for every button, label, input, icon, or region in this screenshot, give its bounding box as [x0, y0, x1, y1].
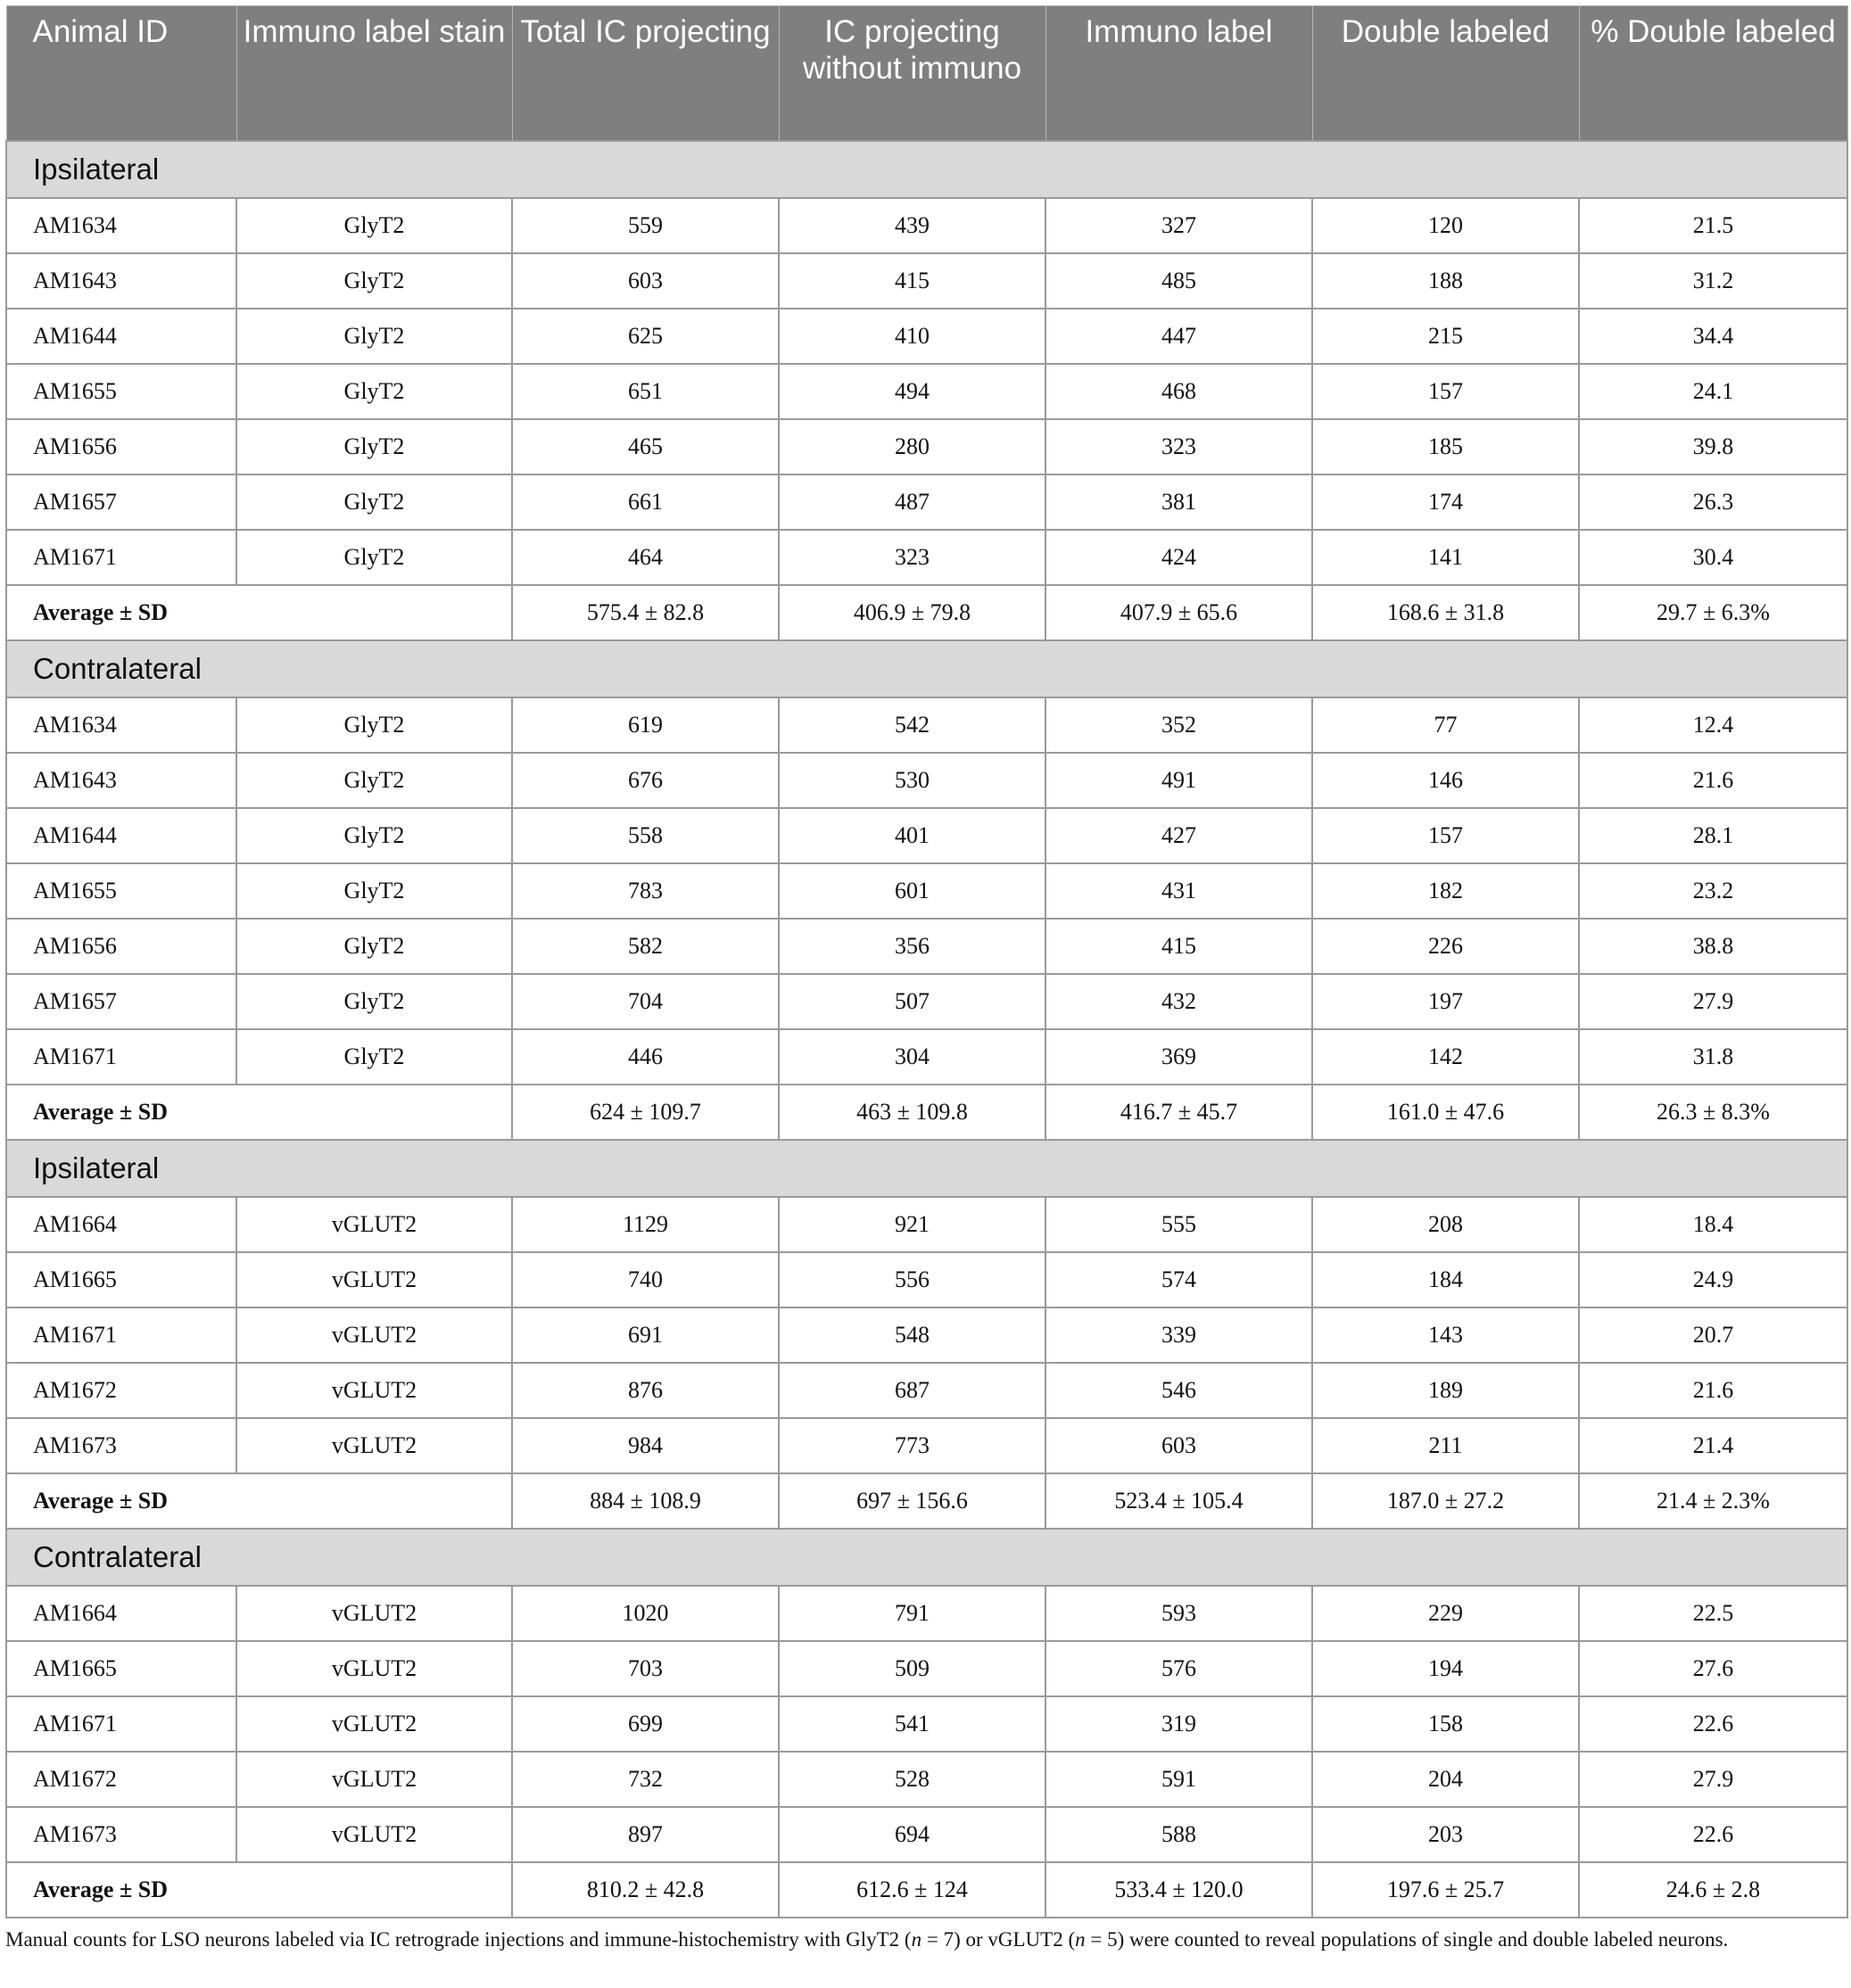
- table-row: [6, 1641, 1847, 1696]
- table-cell: 559: [512, 198, 779, 253]
- table-cell: 588: [1045, 1807, 1312, 1862]
- table-cell: 528: [779, 1752, 1045, 1807]
- table-cell: vGLUT2: [236, 1696, 512, 1752]
- average-cell: 463 ± 109.8: [779, 1085, 1045, 1140]
- average-cell: 161.0 ± 47.6: [1312, 1085, 1579, 1140]
- section-row: [6, 640, 1847, 697]
- table-cell: AM1672: [6, 1363, 236, 1418]
- table-cell: 1129: [512, 1197, 779, 1252]
- table-cell: AM1665: [6, 1641, 236, 1696]
- table-cell: GlyT2: [236, 530, 512, 585]
- average-label: Average ± SD: [6, 1085, 512, 1140]
- table-cell: 530: [779, 753, 1045, 808]
- table-cell: AM1655: [6, 863, 236, 919]
- table-cell: AM1643: [6, 253, 236, 309]
- table-cell: 509: [779, 1641, 1045, 1696]
- table-cell: 182: [1312, 863, 1579, 919]
- table-row: [6, 198, 1847, 253]
- average-label: Average ± SD: [6, 585, 512, 640]
- table-cell: 732: [512, 1752, 779, 1807]
- table-footnote: Manual counts for LSO neurons labeled via IC retrograde injections and immune-histochemistry with GlyT2 (n = 7) or vGLUT2 (n = 5) were counted to reveal populations of single and double labeled neurons.: [5, 1928, 1729, 1951]
- average-cell: 21.4 ± 2.3%: [1579, 1473, 1847, 1529]
- table-cell: 21.6: [1579, 753, 1847, 808]
- table-row: [6, 1307, 1847, 1363]
- table-cell: 783: [512, 863, 779, 919]
- table-cell: 487: [779, 474, 1045, 530]
- table-cell: 468: [1045, 364, 1312, 419]
- table-container: [5, 5, 1847, 1918]
- table-cell: GlyT2: [236, 364, 512, 419]
- table-cell: vGLUT2: [236, 1363, 512, 1418]
- table-cell: 432: [1045, 974, 1312, 1029]
- table-cell: 184: [1312, 1252, 1579, 1307]
- table-cell: 619: [512, 697, 779, 753]
- table-row: [6, 808, 1847, 863]
- section-row: [6, 1140, 1847, 1197]
- table-cell: 28.1: [1579, 808, 1847, 863]
- table-cell: vGLUT2: [236, 1307, 512, 1363]
- table-cell: 439: [779, 198, 1045, 253]
- average-label: Average ± SD: [6, 1473, 512, 1529]
- table-cell: AM1664: [6, 1586, 236, 1641]
- average-cell: 26.3 ± 8.3%: [1579, 1085, 1847, 1140]
- table-cell: 194: [1312, 1641, 1579, 1696]
- data-table: [5, 5, 1848, 1918]
- average-cell: 24.6 ± 2.8: [1579, 1862, 1847, 1918]
- table-cell: 548: [779, 1307, 1045, 1363]
- table-cell: 464: [512, 530, 779, 585]
- table-cell: 174: [1312, 474, 1579, 530]
- table-cell: 687: [779, 1363, 1045, 1418]
- table-cell: 369: [1045, 1029, 1312, 1085]
- section-label: Contralateral: [6, 640, 1847, 697]
- table-cell: 12.4: [1579, 697, 1847, 753]
- col-header-percent-double: % Double labeled: [1579, 6, 1847, 142]
- table-cell: vGLUT2: [236, 1252, 512, 1307]
- average-row: [6, 1473, 1847, 1529]
- table-cell: 410: [779, 309, 1045, 364]
- table-cell: AM1657: [6, 974, 236, 1029]
- table-cell: 984: [512, 1418, 779, 1473]
- table-cell: GlyT2: [236, 808, 512, 863]
- table-cell: AM1656: [6, 419, 236, 474]
- table-cell: 591: [1045, 1752, 1312, 1807]
- table-cell: 22.5: [1579, 1586, 1847, 1641]
- table-cell: 556: [779, 1252, 1045, 1307]
- table-row: [6, 697, 1847, 753]
- table-cell: 143: [1312, 1307, 1579, 1363]
- table-cell: 21.5: [1579, 198, 1847, 253]
- table-cell: 157: [1312, 808, 1579, 863]
- table-row: [6, 1696, 1847, 1752]
- table-row: [6, 530, 1847, 585]
- table-cell: 485: [1045, 253, 1312, 309]
- table-cell: GlyT2: [236, 1029, 512, 1085]
- table-cell: 185: [1312, 419, 1579, 474]
- table-cell: AM1655: [6, 364, 236, 419]
- table-cell: 280: [779, 419, 1045, 474]
- table-cell: 401: [779, 808, 1045, 863]
- table-cell: 39.8: [1579, 419, 1847, 474]
- table-cell: 20.7: [1579, 1307, 1847, 1363]
- table-cell: GlyT2: [236, 863, 512, 919]
- table-cell: 23.2: [1579, 863, 1847, 919]
- table-cell: 876: [512, 1363, 779, 1418]
- average-cell: 197.6 ± 25.7: [1312, 1862, 1579, 1918]
- col-header-immuno-stain: Immuno label stain: [236, 6, 512, 142]
- table-cell: GlyT2: [236, 309, 512, 364]
- average-cell: 407.9 ± 65.6: [1045, 585, 1312, 640]
- table-row: [6, 1586, 1847, 1641]
- table-cell: 203: [1312, 1807, 1579, 1862]
- table-cell: 21.4: [1579, 1418, 1847, 1473]
- table-cell: GlyT2: [236, 974, 512, 1029]
- table-cell: 31.2: [1579, 253, 1847, 309]
- average-row: [6, 1862, 1847, 1918]
- table-cell: AM1644: [6, 808, 236, 863]
- table-cell: 22.6: [1579, 1807, 1847, 1862]
- table-cell: 327: [1045, 198, 1312, 253]
- table-cell: 211: [1312, 1418, 1579, 1473]
- section-label: Ipsilateral: [6, 141, 1847, 198]
- table-cell: AM1656: [6, 919, 236, 974]
- table-cell: 208: [1312, 1197, 1579, 1252]
- table-cell: vGLUT2: [236, 1418, 512, 1473]
- table-cell: 120: [1312, 198, 1579, 253]
- table-cell: 27.6: [1579, 1641, 1847, 1696]
- table-cell: 323: [779, 530, 1045, 585]
- table-cell: 507: [779, 974, 1045, 1029]
- table-cell: 188: [1312, 253, 1579, 309]
- table-cell: 304: [779, 1029, 1045, 1085]
- table-cell: 791: [779, 1586, 1045, 1641]
- table-cell: 319: [1045, 1696, 1312, 1752]
- table-cell: 704: [512, 974, 779, 1029]
- table-cell: AM1671: [6, 1307, 236, 1363]
- table-cell: AM1673: [6, 1418, 236, 1473]
- table-cell: AM1643: [6, 753, 236, 808]
- table-cell: 424: [1045, 530, 1312, 585]
- table-cell: 431: [1045, 863, 1312, 919]
- table-cell: 189: [1312, 1363, 1579, 1418]
- table-cell: 676: [512, 753, 779, 808]
- average-row: [6, 1085, 1847, 1140]
- table-cell: 356: [779, 919, 1045, 974]
- table-cell: 582: [512, 919, 779, 974]
- average-cell: 884 ± 108.9: [512, 1473, 779, 1529]
- header-row: [6, 6, 1847, 142]
- table-cell: 141: [1312, 530, 1579, 585]
- table-cell: 558: [512, 808, 779, 863]
- table-cell: AM1671: [6, 1696, 236, 1752]
- table-cell: 601: [779, 863, 1045, 919]
- table-cell: 31.8: [1579, 1029, 1847, 1085]
- table-cell: 30.4: [1579, 530, 1847, 585]
- table-cell: 661: [512, 474, 779, 530]
- table-cell: 773: [779, 1418, 1045, 1473]
- table-cell: AM1673: [6, 1807, 236, 1862]
- average-cell: 29.7 ± 6.3%: [1579, 585, 1847, 640]
- table-cell: AM1657: [6, 474, 236, 530]
- table-cell: vGLUT2: [236, 1197, 512, 1252]
- section-row: [6, 141, 1847, 198]
- average-row: [6, 585, 1847, 640]
- table-cell: GlyT2: [236, 919, 512, 974]
- col-header-total-ic: Total IC projecting: [512, 6, 779, 142]
- table-cell: 546: [1045, 1363, 1312, 1418]
- table-cell: GlyT2: [236, 474, 512, 530]
- average-cell: 612.6 ± 124: [779, 1862, 1045, 1918]
- table-cell: 352: [1045, 697, 1312, 753]
- table-cell: 24.1: [1579, 364, 1847, 419]
- table-row: [6, 1252, 1847, 1307]
- table-cell: 651: [512, 364, 779, 419]
- table-cell: AM1634: [6, 697, 236, 753]
- average-cell: 187.0 ± 27.2: [1312, 1473, 1579, 1529]
- table-cell: 27.9: [1579, 1752, 1847, 1807]
- table-cell: 24.9: [1579, 1252, 1847, 1307]
- table-cell: vGLUT2: [236, 1586, 512, 1641]
- table-row: [6, 753, 1847, 808]
- table-row: [6, 419, 1847, 474]
- table-cell: 197: [1312, 974, 1579, 1029]
- table-cell: 142: [1312, 1029, 1579, 1085]
- average-cell: 810.2 ± 42.8: [512, 1862, 779, 1918]
- table-cell: GlyT2: [236, 198, 512, 253]
- table-cell: 34.4: [1579, 309, 1847, 364]
- table-cell: 427: [1045, 808, 1312, 863]
- table-cell: 146: [1312, 753, 1579, 808]
- table-cell: 157: [1312, 364, 1579, 419]
- table-cell: 593: [1045, 1586, 1312, 1641]
- table-cell: AM1664: [6, 1197, 236, 1252]
- table-cell: 897: [512, 1807, 779, 1862]
- table-cell: 323: [1045, 419, 1312, 474]
- table-cell: 447: [1045, 309, 1312, 364]
- col-header-animal-id: Animal ID: [6, 6, 236, 142]
- average-label: Average ± SD: [6, 1862, 512, 1918]
- table-cell: AM1634: [6, 198, 236, 253]
- table-cell: vGLUT2: [236, 1641, 512, 1696]
- table-cell: 415: [1045, 919, 1312, 974]
- table-cell: 555: [1045, 1197, 1312, 1252]
- average-cell: 697 ± 156.6: [779, 1473, 1045, 1529]
- table-cell: 574: [1045, 1252, 1312, 1307]
- table-cell: 691: [512, 1307, 779, 1363]
- table-cell: 381: [1045, 474, 1312, 530]
- table-row: [6, 1807, 1847, 1862]
- table-cell: vGLUT2: [236, 1752, 512, 1807]
- table-cell: 494: [779, 364, 1045, 419]
- table-cell: 625: [512, 309, 779, 364]
- table-cell: 215: [1312, 309, 1579, 364]
- table-cell: AM1671: [6, 530, 236, 585]
- table-cell: 77: [1312, 697, 1579, 753]
- table-cell: 446: [512, 1029, 779, 1085]
- table-cell: 576: [1045, 1641, 1312, 1696]
- table-cell: 703: [512, 1641, 779, 1696]
- table-row: [6, 919, 1847, 974]
- table-cell: 339: [1045, 1307, 1312, 1363]
- average-cell: 533.4 ± 120.0: [1045, 1862, 1312, 1918]
- table-cell: AM1644: [6, 309, 236, 364]
- col-header-ic-without-immuno: IC projecting without immuno: [779, 6, 1045, 142]
- table-cell: 18.4: [1579, 1197, 1847, 1252]
- table-cell: 22.6: [1579, 1696, 1847, 1752]
- table-cell: 465: [512, 419, 779, 474]
- average-cell: 168.6 ± 31.8: [1312, 585, 1579, 640]
- table-cell: 38.8: [1579, 919, 1847, 974]
- section-label: Contralateral: [6, 1529, 1847, 1586]
- table-cell: GlyT2: [236, 253, 512, 309]
- table-cell: vGLUT2: [236, 1807, 512, 1862]
- table-cell: 204: [1312, 1752, 1579, 1807]
- col-header-immuno-label: Immuno label: [1045, 6, 1312, 142]
- table-cell: 27.9: [1579, 974, 1847, 1029]
- col-header-double-labeled: Double labeled: [1312, 6, 1579, 142]
- table-cell: 491: [1045, 753, 1312, 808]
- average-cell: 406.9 ± 79.8: [779, 585, 1045, 640]
- section-label: Ipsilateral: [6, 1140, 1847, 1197]
- table-cell: 26.3: [1579, 474, 1847, 530]
- table-cell: 415: [779, 253, 1045, 309]
- table-row: [6, 974, 1847, 1029]
- table-cell: 603: [512, 253, 779, 309]
- table-body: [6, 141, 1847, 1918]
- table-row: [6, 1197, 1847, 1252]
- table-row: [6, 309, 1847, 364]
- average-cell: 416.7 ± 45.7: [1045, 1085, 1312, 1140]
- average-cell: 575.4 ± 82.8: [512, 585, 779, 640]
- table-row: [6, 1363, 1847, 1418]
- table-cell: 1020: [512, 1586, 779, 1641]
- table-cell: 542: [779, 697, 1045, 753]
- table-row: [6, 1418, 1847, 1473]
- table-cell: 740: [512, 1252, 779, 1307]
- table-cell: 603: [1045, 1418, 1312, 1473]
- table-cell: GlyT2: [236, 697, 512, 753]
- table-cell: AM1672: [6, 1752, 236, 1807]
- table-cell: AM1671: [6, 1029, 236, 1085]
- average-cell: 523.4 ± 105.4: [1045, 1473, 1312, 1529]
- table-cell: 541: [779, 1696, 1045, 1752]
- average-cell: 624 ± 109.7: [512, 1085, 779, 1140]
- table-row: [6, 474, 1847, 530]
- table-cell: GlyT2: [236, 753, 512, 808]
- table-cell: 694: [779, 1807, 1045, 1862]
- table-cell: 21.6: [1579, 1363, 1847, 1418]
- table-row: [6, 253, 1847, 309]
- table-cell: GlyT2: [236, 419, 512, 474]
- section-row: [6, 1529, 1847, 1586]
- table-cell: 229: [1312, 1586, 1579, 1641]
- table-cell: AM1665: [6, 1252, 236, 1307]
- table-cell: 226: [1312, 919, 1579, 974]
- table-row: [6, 863, 1847, 919]
- table-row: [6, 1029, 1847, 1085]
- table-cell: 158: [1312, 1696, 1579, 1752]
- table-cell: 699: [512, 1696, 779, 1752]
- table-row: [6, 364, 1847, 419]
- table-cell: 921: [779, 1197, 1045, 1252]
- table-row: [6, 1752, 1847, 1807]
